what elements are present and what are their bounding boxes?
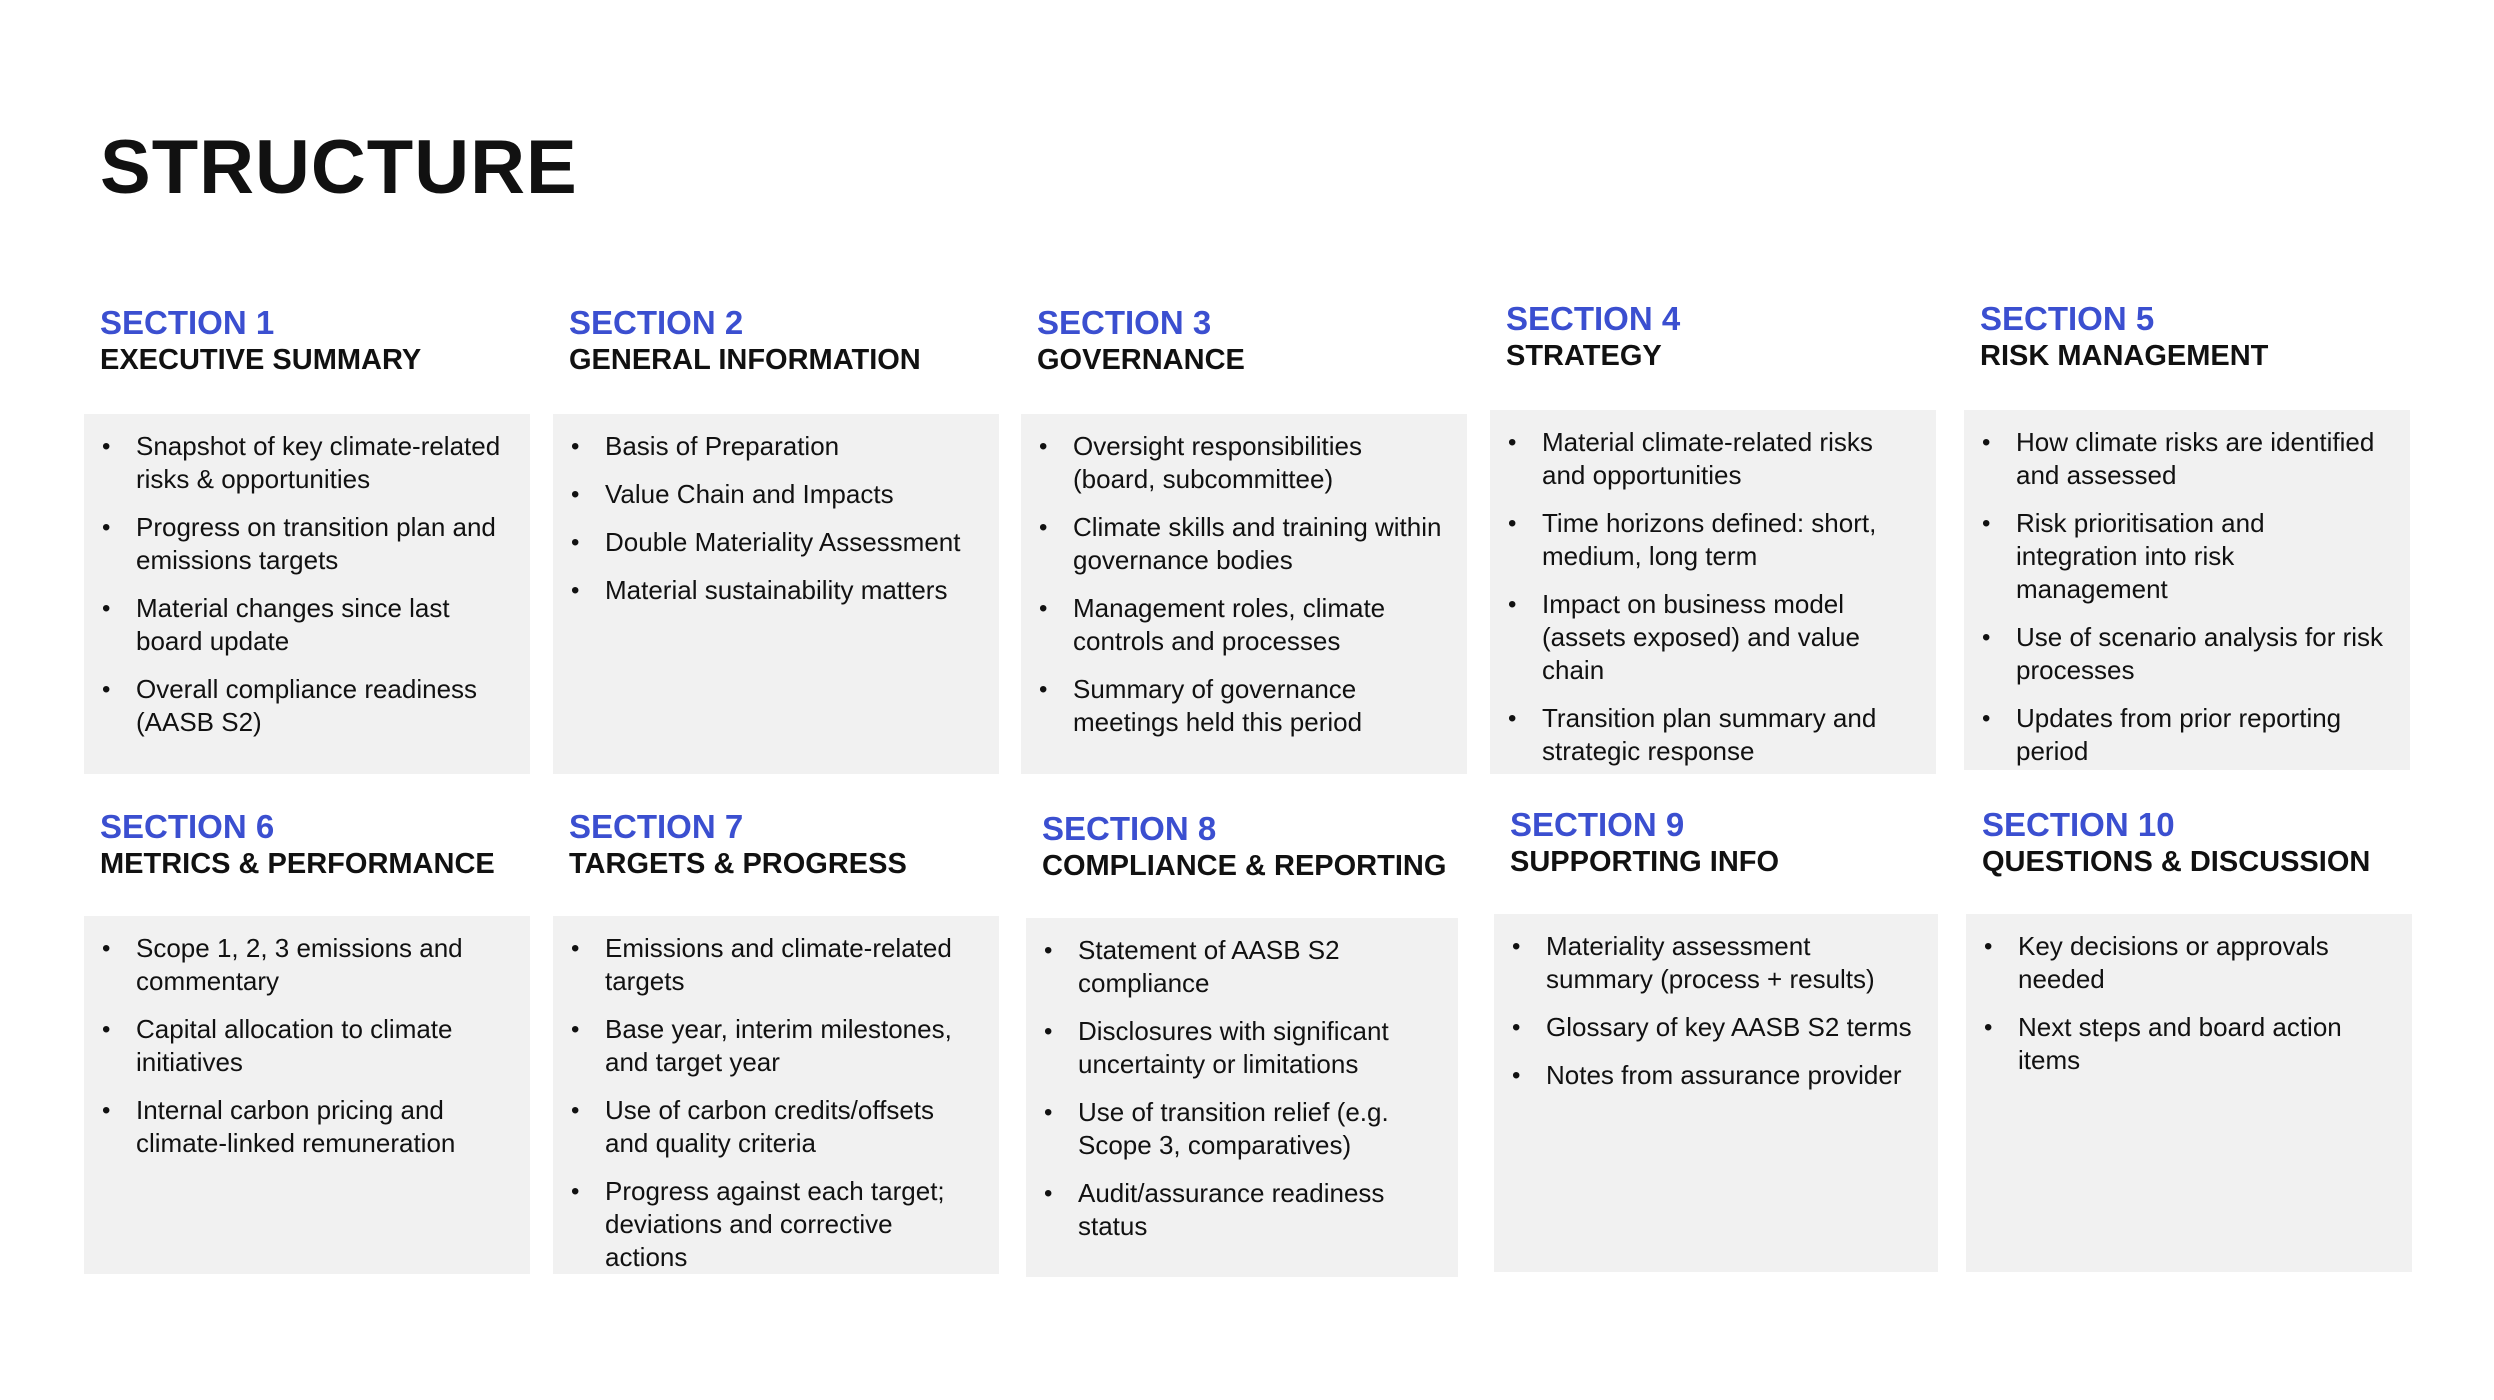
section-title: STRATEGY — [1506, 340, 1662, 372]
bullet-list — [100, 932, 510, 1160]
list-item: • Time horizons defined: short, medium, long term — [1506, 507, 1916, 573]
bullet-list — [1042, 934, 1438, 1243]
section-title: QUESTIONS & DISCUSSION — [1982, 846, 2371, 878]
section-card — [553, 788, 999, 1274]
list-item: • Next steps and board action items — [1982, 1011, 2392, 1077]
bullet-list — [569, 430, 979, 607]
section-number: SECTION 6 — [100, 808, 275, 845]
section-body — [84, 414, 530, 774]
list-item: • Impact on business model (assets exposed) and value chain — [1506, 588, 1916, 687]
section-body — [1490, 410, 1936, 774]
section-title: EXECUTIVE SUMMARY — [100, 344, 422, 376]
list-item: • Overall compliance readiness (AASB S2) — [100, 673, 510, 739]
list-item: • Emissions and climate-related targets — [569, 932, 979, 998]
list-item: • Audit/assurance readiness status — [1042, 1177, 1438, 1243]
section-card — [1966, 786, 2412, 1272]
section-body — [1021, 414, 1467, 774]
list-item: • Materiality assessment summary (process + results) — [1510, 930, 1918, 996]
list-item: • Glossary of key AASB S2 terms — [1510, 1011, 1918, 1044]
list-item: • Transition plan summary and strategic response — [1506, 702, 1916, 768]
list-item: • Basis of Preparation — [569, 430, 979, 463]
section-card — [1490, 280, 1936, 774]
section-title: GOVERNANCE — [1037, 344, 1245, 376]
list-item: • Scope 1, 2, 3 emissions and commentary — [100, 932, 510, 998]
section-body — [84, 916, 530, 1274]
section-body — [1026, 918, 1458, 1277]
list-item: • Value Chain and Impacts — [569, 478, 979, 511]
section-card — [1026, 790, 1458, 1277]
list-item: • Oversight responsibilities (board, subcommittee) — [1037, 430, 1447, 496]
list-item: • Snapshot of key climate-related risks & opportunities — [100, 430, 510, 496]
section-body — [1966, 914, 2412, 1272]
section-number: SECTION 3 — [1037, 304, 1212, 341]
section-number: SECTION 5 — [1980, 300, 2155, 337]
section-card — [84, 284, 530, 774]
section-body — [553, 916, 999, 1274]
bullet-list — [569, 932, 979, 1274]
section-card — [1494, 786, 1938, 1272]
list-item: • Use of scenario analysis for risk processes — [1980, 621, 2390, 687]
bullet-list — [1980, 426, 2390, 768]
section-number: SECTION 10 — [1982, 806, 2175, 843]
list-item: • Material sustainability matters — [569, 574, 979, 607]
section-number: SECTION 9 — [1510, 806, 1685, 843]
section-number: SECTION 7 — [569, 808, 744, 845]
section-body — [553, 414, 999, 774]
list-item: • Double Materiality Assessment — [569, 526, 979, 559]
list-item: • Statement of AASB S2 compliance — [1042, 934, 1438, 1000]
list-item: • Internal carbon pricing and climate-linked remuneration — [100, 1094, 510, 1160]
list-item: • Use of transition relief (e.g. Scope 3, comparatives) — [1042, 1096, 1438, 1162]
list-item: • Material changes since last board update — [100, 592, 510, 658]
list-item: • Material climate-related risks and opportunities — [1506, 426, 1916, 492]
section-card — [84, 788, 530, 1274]
section-body — [1964, 410, 2410, 770]
section-title: COMPLIANCE & REPORTING — [1042, 850, 1447, 882]
section-title: GENERAL INFORMATION — [569, 344, 921, 376]
section-title: SUPPORTING INFO — [1510, 846, 1780, 878]
list-item: • Progress against each target; deviations and corrective actions — [569, 1175, 979, 1274]
bullet-list — [1506, 426, 1916, 768]
section-number: SECTION 8 — [1042, 810, 1217, 847]
list-item: • Base year, interim milestones, and target year — [569, 1013, 979, 1079]
section-card — [553, 284, 999, 774]
list-item: • Use of carbon credits/offsets and quality criteria — [569, 1094, 979, 1160]
bullet-list — [1982, 930, 2392, 1077]
list-item: • Summary of governance meetings held this period — [1037, 673, 1447, 739]
section-body — [1494, 914, 1938, 1272]
list-item: • Key decisions or approvals needed — [1982, 930, 2392, 996]
list-item: • Disclosures with significant uncertainty or limitations — [1042, 1015, 1438, 1081]
section-number: SECTION 2 — [569, 304, 744, 341]
list-item: • Climate skills and training within governance bodies — [1037, 511, 1447, 577]
section-number: SECTION 1 — [100, 304, 275, 341]
list-item: • Progress on transition plan and emissions targets — [100, 511, 510, 577]
section-card — [1021, 284, 1467, 774]
list-item: • Capital allocation to climate initiatives — [100, 1013, 510, 1079]
section-card — [1964, 280, 2410, 770]
section-title: METRICS & PERFORMANCE — [100, 848, 495, 880]
list-item: • How climate risks are identified and assessed — [1980, 426, 2390, 492]
list-item: • Risk prioritisation and integration into risk management — [1980, 507, 2390, 606]
bullet-list — [1510, 930, 1918, 1092]
section-title: RISK MANAGEMENT — [1980, 340, 2269, 372]
list-item: • Notes from assurance provider — [1510, 1059, 1918, 1092]
section-title: TARGETS & PROGRESS — [569, 848, 907, 880]
list-item: • Management roles, climate controls and processes — [1037, 592, 1447, 658]
page-title: STRUCTURE — [100, 125, 578, 210]
section-number: SECTION 4 — [1506, 300, 1681, 337]
list-item: • Updates from prior reporting period — [1980, 702, 2390, 768]
bullet-list — [1037, 430, 1447, 739]
bullet-list — [100, 430, 510, 739]
